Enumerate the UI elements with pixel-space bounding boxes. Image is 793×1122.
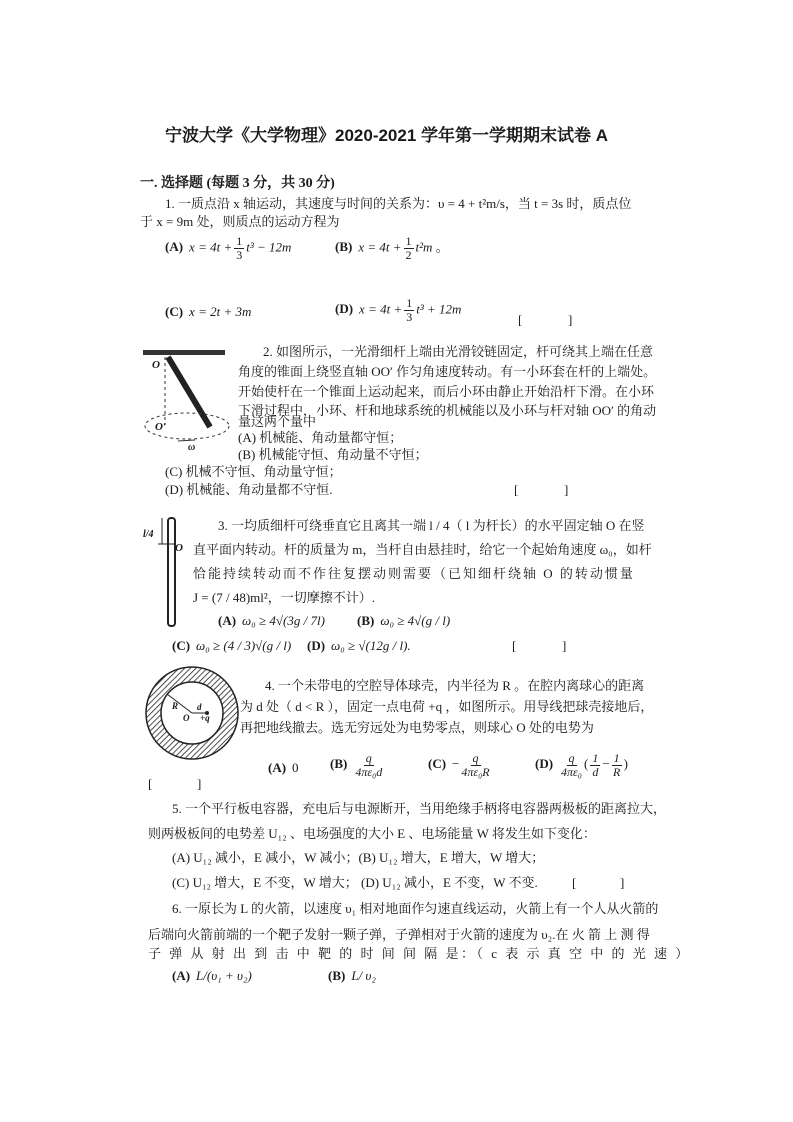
fig-label-omega: ω (188, 442, 196, 453)
numerator: 1 (405, 234, 412, 248)
numerator: 1 (613, 750, 620, 765)
q3-option-b (357, 613, 450, 629)
option-label: (A) (165, 239, 184, 255)
formula: ω₀ ≥ (4 / 3)√(g / l) (196, 638, 292, 653)
numerator: q (472, 750, 479, 765)
option-label: (D) (307, 638, 326, 653)
q1-option-b (335, 235, 449, 262)
q1-line: 1. 一质点沿 x 轴运动，其速度与时间的关系为：υ = 4 + t²m/s，当 t = 3s 时，质点位 (165, 196, 632, 211)
formula: L/(υ₁ + υ₂) (196, 968, 252, 983)
option-label: (C) (428, 756, 447, 771)
numerator: 1 (236, 234, 243, 248)
q3-line: 3. 一均质细杆可绕垂直它且离其一端 l / 4（ l 为杆长）的水平固定轴 O 在竖 (218, 518, 645, 533)
spherical-shell-figure (143, 664, 243, 764)
q5-options-cd: (C) U₁₂ 增大，E 不变，W 增大； (D) U₁₂ 减小，E 不变，W 不变. (172, 875, 538, 890)
option-label: (B) (330, 756, 348, 771)
formula: x = 4t + (358, 239, 402, 255)
q5-line: 则两极板间的电势差 U₁₂ 、电场强度的大小 E 、电场能量 W 将发生如下变化： (148, 826, 596, 841)
q2-line: 下滑过程中，小环、杆和地球系统的机械能以及小环与杆对轴 OO′ 的角动 (238, 403, 657, 418)
denominator: 3 (406, 310, 413, 324)
q3-option-c (172, 638, 291, 654)
answer-bracket-close: ] (620, 875, 625, 890)
denominator: 4πε₀d (355, 764, 383, 779)
numerator: q (568, 750, 575, 765)
option-label: (B) (328, 968, 346, 983)
option-label: (D) (335, 301, 354, 317)
q6-option-a (172, 968, 252, 984)
answer-bracket-close: ] (564, 482, 569, 497)
answer-bracket-open[interactable]: [ (512, 638, 517, 653)
q2-option-d: (D) 机械能、角动量都不守恒. (165, 482, 333, 497)
punctuation: 。 (435, 239, 449, 255)
formula: ω₀ ≥ √(12g / l). (331, 638, 411, 653)
fig-label-charge: +q (200, 713, 210, 723)
fig-label-o: O (152, 359, 160, 371)
denominator: R (612, 764, 621, 779)
option-label: (A) (218, 613, 237, 628)
q4-line: 再把地线撤去。选无穷远处为电势零点，则球心 O 处的电势为 (240, 720, 594, 735)
denominator: 3 (236, 248, 243, 262)
q2-option-a: (A) 机械能、角动量都守恒； (238, 430, 403, 445)
option-label: (B) (357, 613, 375, 628)
formula: L/ υ₂ (351, 968, 376, 983)
q6-option-b (328, 968, 376, 984)
q3-option-d (307, 638, 411, 654)
fig-label-o: O (175, 542, 183, 554)
formula: x = 4t + (359, 301, 403, 317)
denominator: d (592, 764, 599, 779)
answer-bracket-close: ] (562, 638, 567, 653)
denominator: 4πε₀R (461, 764, 490, 779)
q5-line: 5. 一个平行板电容器，充电后与电源断开，当用绝缘手柄将电容器两极板的距离拉大， (172, 801, 667, 816)
section-heading: 一. 选择题 (每题 3 分，共 30 分) (140, 176, 335, 191)
page-title: 宁波大学《大学物理》2020-2021 学年第一学期期末试卷 A (165, 126, 609, 145)
q1-line: 于 x = 9m 处，则质点的运动方程为 (140, 214, 340, 229)
formula: x = 4t + (189, 239, 233, 255)
q5-options-ab: (A) U₁₂ 减小，E 减小，W 减小；(B) U₁₂ 增大，E 增大，W 增大； (172, 850, 545, 865)
q3-line: 恰能持续转动而不作往复摆动则需要（已知细杆绕轴 O 的转动惯量 (193, 566, 635, 581)
q2-line: 开始使杆在一个锥面上运动起来，而后小环由静止开始沿杆下滑。在小环 (238, 384, 655, 399)
q6-line: 6. 一原长为 L 的火箭，以速度 υ₁ 相对地面作匀速直线运动，火箭上有一个人从火箭的 (172, 901, 659, 916)
q1-option-d (335, 297, 461, 324)
q4-line: 为 d 处（ d < R ），固定一点电荷 +q ，如图所示。用导线把球壳接地后， (240, 699, 654, 714)
q2-option-c: (C) 机械不守恒、角动量守恒； (165, 464, 342, 479)
numerator: 1 (406, 296, 413, 310)
option-label: (C) (172, 638, 191, 653)
fig-label-r: R (172, 701, 179, 711)
q4-option-c (428, 750, 492, 779)
fig-label-length: l/4 (143, 529, 154, 540)
denominator: 2 (405, 248, 412, 262)
formula: ω₀ ≥ 4√(g / l) (380, 613, 451, 628)
numerator: q (365, 750, 372, 765)
answer-bracket-open[interactable]: [ (148, 776, 153, 791)
fig-label-o-prime: O′ (155, 421, 167, 433)
q3-line: 直平面内转动。杆的质量为 m，当杆自由悬挂时，给它一个起始角速度 ω₀，如杆 (193, 542, 652, 557)
option-label: (C) (165, 304, 184, 319)
fig-label-d: d (197, 702, 202, 712)
q4-option-b (330, 750, 384, 779)
numerator: 1 (592, 750, 599, 765)
option-label: (A) (268, 760, 287, 775)
option-label: (D) (535, 756, 554, 771)
q2-line: 量这两个量中 (238, 414, 317, 429)
answer-bracket-open[interactable]: [ (518, 312, 523, 327)
answer-bracket-open[interactable]: [ (572, 875, 577, 890)
q1-option-c (165, 304, 251, 320)
denominator: 4πε₀ (561, 764, 582, 779)
option-label: (B) (335, 239, 353, 255)
q3-option-a (218, 613, 325, 629)
formula: ω₀ ≥ 4√(3g / 7l) (242, 613, 325, 628)
q6-line: 后端向火箭前端的一个靶子发射一颗子弹，子弹相对于火箭的速度为 υ₂.在 火 箭 上 测 得 (148, 927, 650, 942)
q2-option-b: (B) 机械能守恒、角动量不守恒； (238, 447, 428, 462)
q2-line: 角度的锥面上绕竖直轴 OO′ 作匀角速度转动。有一小环套在杆的上端处。 (238, 364, 657, 379)
q6-line: 子 弹 从 射 出 到 击 中 靶 的 时 间 间 隔 是：（ c 表 示 真 空 中 的 光 速 ） (148, 946, 691, 961)
q3-line: J = (7 / 48)ml²，一切摩擦不计）. (193, 590, 376, 605)
q1-option-a (165, 235, 291, 262)
formula: 0 (292, 760, 299, 775)
q4-option-a (268, 760, 299, 776)
q4-line: 4. 一个未带电的空腔导体球壳，内半径为 R 。在腔内离球心的距离 (265, 678, 645, 693)
answer-bracket-open[interactable]: [ (514, 482, 519, 497)
option-label: (A) (172, 968, 191, 983)
fig-label-o: O (183, 713, 190, 723)
q4-option-d: (D) $\frac{q}{\text{4πε₀}}$ ( $\frac{1}{d}$ − $\frac{1}{R}$ ) (535, 750, 628, 779)
formula: t³ + 12m (416, 301, 462, 317)
formula: x = 2t + 3m (189, 304, 252, 319)
formula: t³ − 12m (246, 239, 292, 255)
formula: t²m (415, 239, 433, 255)
minus-sign: − (452, 756, 460, 771)
answer-bracket-close: ] (197, 776, 202, 791)
answer-bracket-close: ] (568, 312, 573, 327)
q2-line: 2. 如图所示，一光滑细杆上端由光滑铰链固定，杆可绕其上端在任意 (263, 344, 654, 359)
